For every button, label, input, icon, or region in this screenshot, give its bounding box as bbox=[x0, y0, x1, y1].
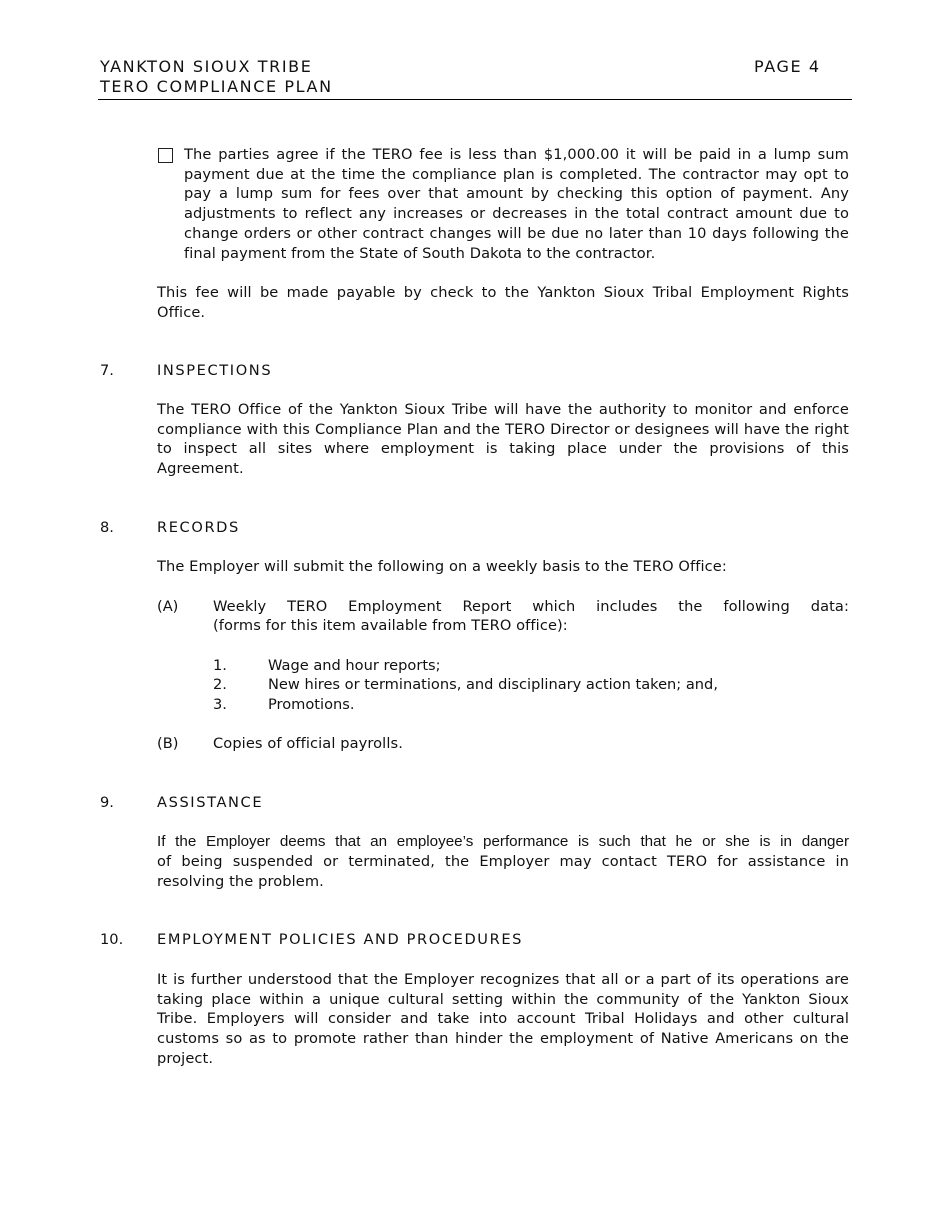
section-7-body: The TERO Office of the Yankton Sioux Tribe will have the authority to monitor and enforce compliance with this Compliance Plan and the TERO Director or designees will have the right to inspect all sites where employment is taking place under the provisions of this Agreement. bbox=[157, 401, 849, 478]
records-item-3-text: Promotions. bbox=[268, 696, 355, 713]
section-7-number: 7. bbox=[100, 362, 114, 379]
section-7-heading: INSPECTIONS bbox=[157, 362, 273, 379]
section-10-body: It is further understood that the Employer recognizes that all or a part of its operations are taking place within a unique cultural setting within the community of the Yankton Sioux Tribe. Employers will consider and take into account Tribal Holidays and other cultural customs so as to promote rather than hinder the employment of Native Americans on the project. bbox=[157, 971, 849, 1067]
records-item-1-number: 1. bbox=[213, 657, 227, 674]
header-page-number: PAGE 4 bbox=[754, 57, 821, 76]
section-9-heading: ASSISTANCE bbox=[157, 794, 264, 811]
records-a-line1: Weekly TERO Employment Report which includes the following data: bbox=[213, 598, 849, 615]
section-10-number: 10. bbox=[100, 931, 124, 948]
records-b-label: (B) bbox=[157, 735, 179, 752]
section-8-intro: The Employer will submit the following on a weekly basis to the TERO Office: bbox=[157, 558, 727, 575]
records-b-text: Copies of official payrolls. bbox=[213, 735, 403, 752]
header-doc-title: TERO COMPLIANCE PLAN bbox=[100, 77, 333, 96]
fee-option-text: The parties agree if the TERO fee is less than $1,000.00 it will be paid in a lump sum payment due at the time the compliance plan is completed. The contractor may opt to pay a lump sum for fees over that amount by checking this option of payment. Any adjustments to reflect any increases or decreases in the total contract amount due to change orders or other contract changes will be due no later than 10 days following the final payment from the State of South Dakota to the contractor. bbox=[184, 146, 849, 262]
section-9-body-line1: If the Employer deems that an employee’s performance is such that he or she is in danger bbox=[157, 833, 849, 850]
records-item-3-number: 3. bbox=[213, 696, 227, 713]
fee-option-checkbox[interactable] bbox=[158, 148, 173, 163]
header-rule bbox=[98, 99, 852, 100]
records-a-label: (A) bbox=[157, 598, 179, 615]
records-item-2-number: 2. bbox=[213, 676, 227, 693]
fee-payable-text: This fee will be made payable by check to the Yankton Sioux Tribal Employment Rights Office. bbox=[157, 284, 849, 321]
records-a-line2: (forms for this item available from TERO office): bbox=[213, 617, 568, 634]
records-item-1-text: Wage and hour reports; bbox=[268, 657, 441, 674]
section-9-number: 9. bbox=[100, 794, 114, 811]
section-9-body-rest: of being suspended or terminated, the Employer may contact TERO for assistance in resolving the problem. bbox=[157, 853, 849, 890]
records-item-2-text: New hires or terminations, and disciplinary action taken; and, bbox=[268, 676, 718, 693]
section-8-heading: RECORDS bbox=[157, 519, 240, 536]
header-org: YANKTON SIOUX TRIBE bbox=[100, 57, 313, 76]
section-10-heading: EMPLOYMENT POLICIES AND PROCEDURES bbox=[157, 931, 524, 948]
section-8-number: 8. bbox=[100, 519, 114, 536]
